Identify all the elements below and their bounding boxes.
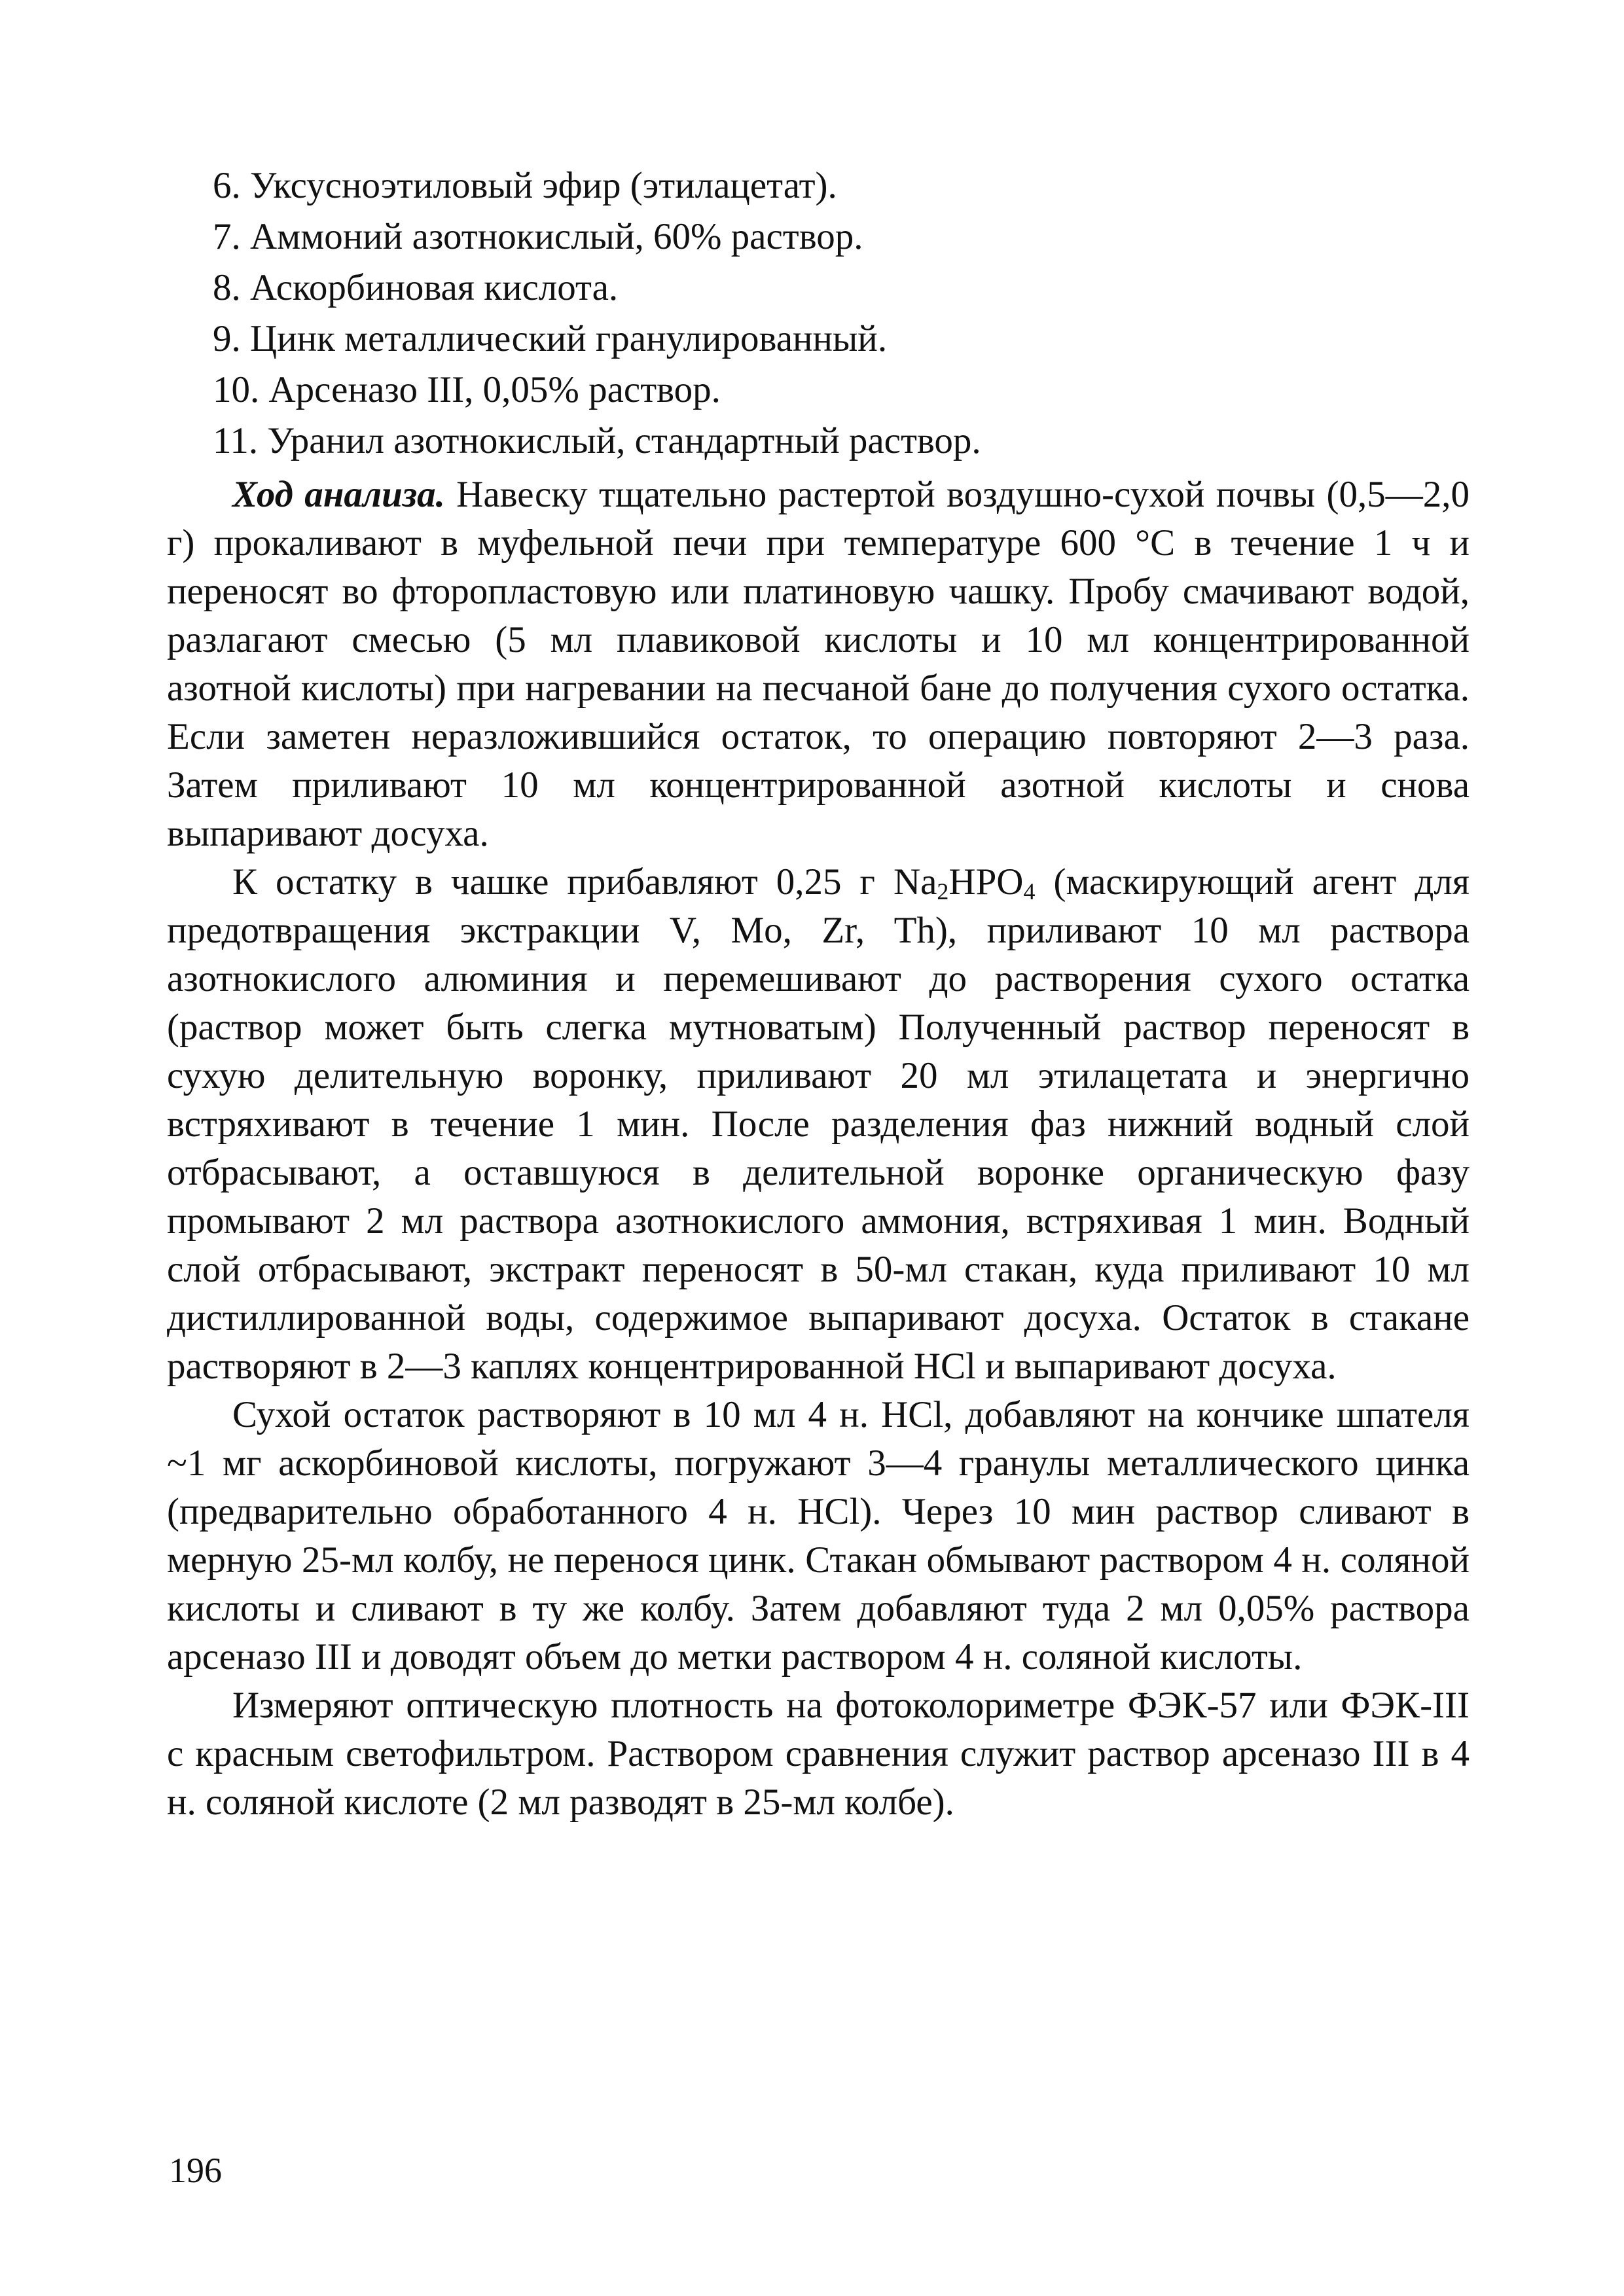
list-item: 7. Аммоний азотнокислый, 60% раствор. [213, 216, 863, 257]
reduction-paragraph: Сухой остаток растворяют в 10 мл 4 н. HCl, добавляют на кончике шпателя ~1 мг аскорбиновой кислоты, погружают 3—4 гранулы металлического цинка (предварительно обработанного 4 н. HCl). Через 10 мин раствор сливают в мерную 25-мл колбу, не перенося цинк. Стакан обмывают раствором 4 н. соляной кислоты и сливают в ту же колбу. Затем добавляют туда 2 мл 0,05% раствора арсеназо III и доводят объем до метки раствором 4 н. соляной кислоты. [167, 1394, 1470, 1677]
page-content [167, 160, 1470, 1827]
measurement-paragraph: Измеряют оптическую плотность на фотоколориметре ФЭК-57 или ФЭК-III с красным светофильтром. Раствором сравнения служит раствор арсеназо III в 4 н. соляной кислоте (2 мл разводят в 25-мл колбе). [167, 1685, 1470, 1823]
list-item: 9. Цинк металлический гранулированный. [213, 318, 888, 359]
extraction-paragraph [167, 858, 1470, 1391]
subscript: 2 [937, 878, 949, 905]
list-item: 6. Уксусноэтиловый эфир (этилацетат). [213, 165, 837, 206]
paragraph-text: К остатку в чашке прибавляют 0,25 г Na [232, 861, 937, 903]
paragraph-text: Навеску тщательно растертой воздушно-сухой почвы (0,5—2,0 г) прокаливают в муфельной печи при температуре 600 °С в течение 1 ч и переносят во фторопластовую или платиновую чашку. Пробу смачивают водой, разлагают смесью (5 мл плавиковой кислоты и 10 мл концентрированной азотной кислоты) при нагревании на песчаной бане до получения сухого остатка. Если заметен неразложившийся остаток, то операцию повторяют 2—3 раза. Затем приливают 10 мл концентрированной азотной кислоты и снова выпаривают досуха. [167, 474, 1470, 854]
page-number: 196 [169, 2151, 222, 2190]
procedure-heading: Ход анализа. [232, 474, 445, 515]
subscript: 4 [1023, 878, 1036, 905]
list-item: 10. Арсеназо III, 0,05% раствор. [213, 369, 721, 410]
paragraph-text: (маскирующий агент для предотвращения экстракции V, Mo, Zr, Th), приливают 10 мл раствора азотнокислого алюминия и перемешивают до растворения сухого остатка (раствор может быть слегка мутноватым) Полученный раствор переносят в сухую делительную воронку, приливают 20 мл этилацетата и энергично встряхивают в течение 1 мин. После разделения фаз нижний водный слой отбрасывают, а оставшуюся в делительной воронке органическую фазу промывают 2 мл раствора азотнокислого аммония, встряхивая 1 мин. Водный слой отбрасывают, экстракт переносят в 50-мл стакан, куда приливают 10 мл дистиллированной воды, содержимое выпаривают досуха. Остаток в стакане растворяют в 2—3 каплях концентрированной HCl и выпаривают досуха. [167, 861, 1470, 1387]
reagent-list [167, 160, 1470, 467]
list-item: 11. Уранил азотнокислый, стандартный раствор. [213, 420, 981, 461]
paragraph-text: HPO [948, 861, 1024, 903]
procedure-paragraph [167, 471, 1470, 858]
list-item: 8. Аскорбиновая кислота. [213, 267, 619, 308]
